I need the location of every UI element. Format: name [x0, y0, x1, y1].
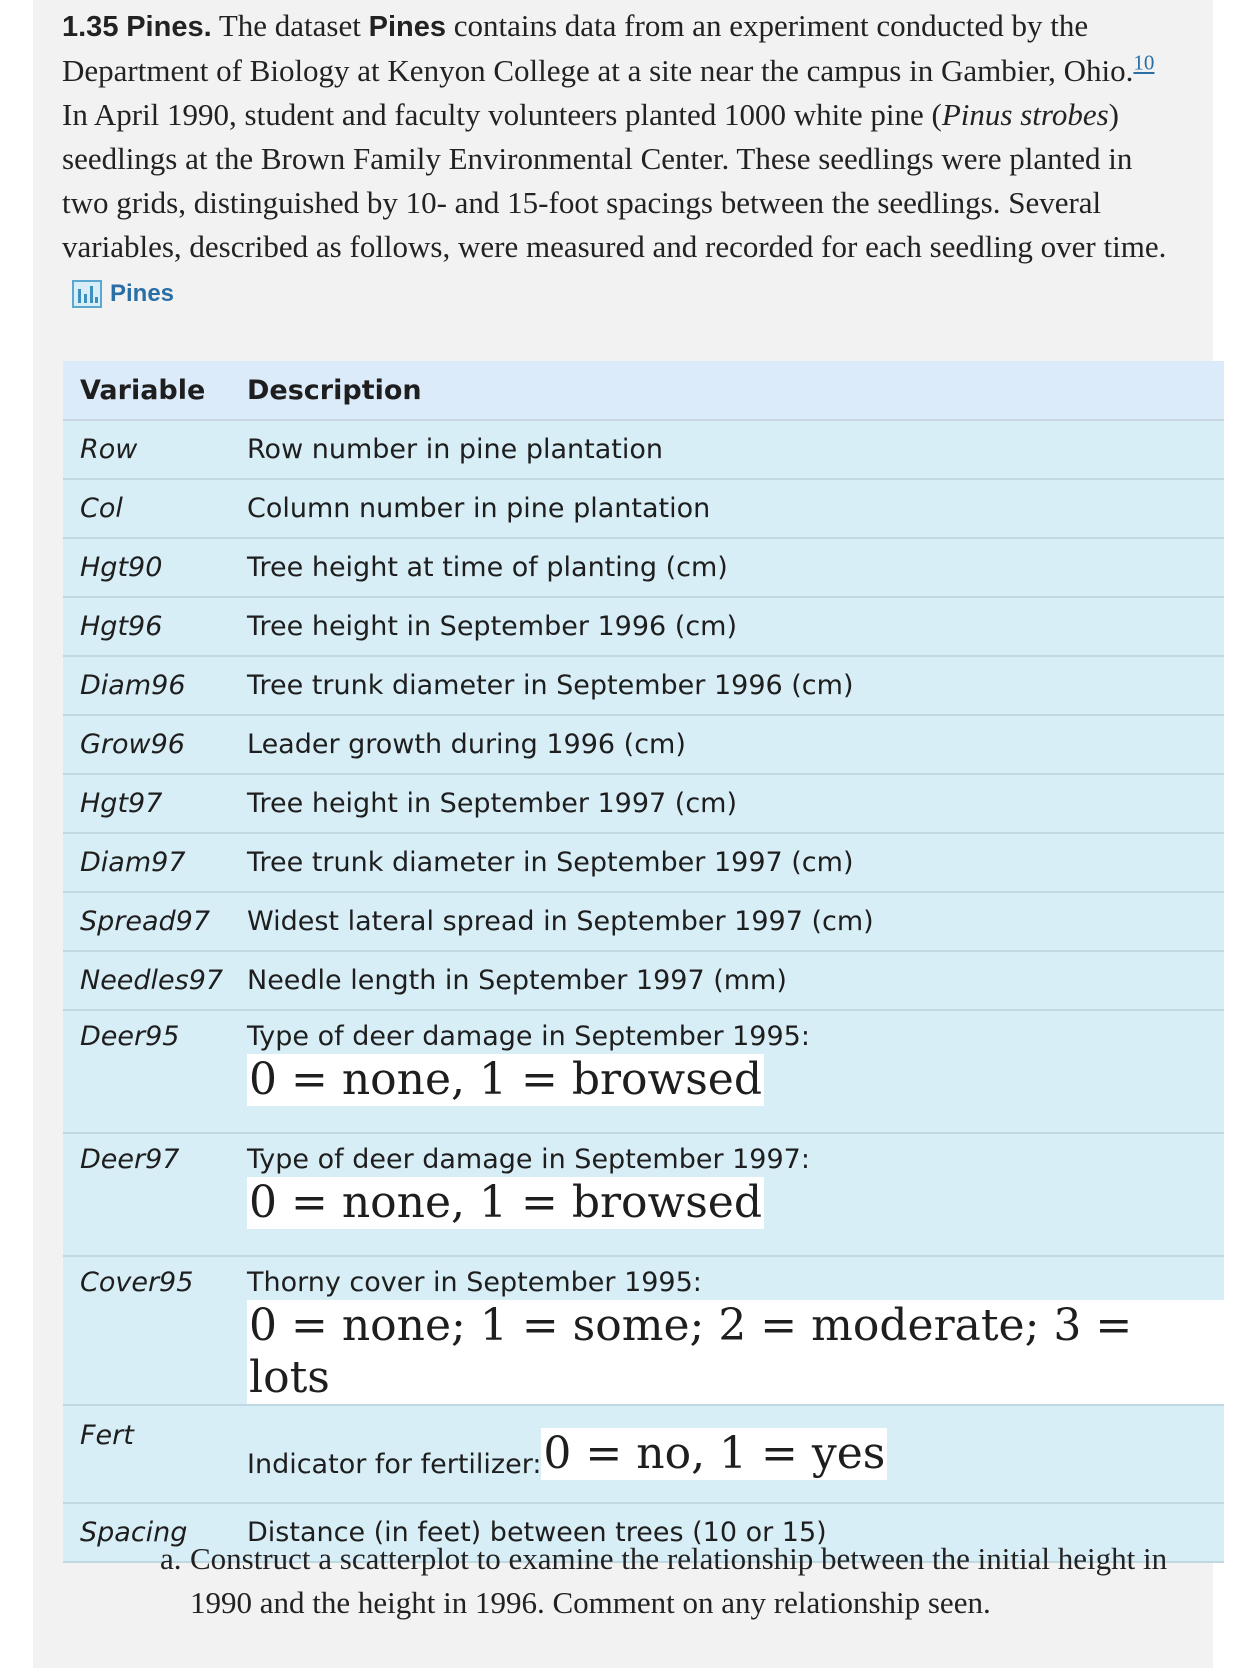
dataset-chart-icon — [72, 280, 102, 308]
variable-name: Fert — [63, 1405, 230, 1503]
variables-table — [63, 361, 1224, 1563]
question-text: Construct a scatterplot to examine the relationship between the initial height in 1990 and the height in 1996. Comment on any relationship seen. — [190, 1541, 1168, 1620]
description-text: Type of deer damage in September 1995: — [247, 1021, 810, 1052]
problem-title: Pines. — [126, 11, 212, 43]
variable-description: Tree height in September 1997 (cm) — [230, 774, 1224, 833]
table-header-row — [63, 361, 1224, 420]
variable-name: Hgt90 — [63, 538, 230, 597]
table-row — [63, 420, 1224, 479]
table-row — [63, 656, 1224, 715]
variable-description: Tree height at time of planting (cm) — [230, 538, 1224, 597]
variable-description: Tree trunk diameter in September 1996 (cm) — [230, 656, 1224, 715]
variable-description: Column number in pine plantation — [230, 479, 1224, 538]
variable-name: Spacing — [63, 1503, 230, 1562]
variable-name: Grow96 — [63, 715, 230, 774]
variable-name: Hgt97 — [63, 774, 230, 833]
variable-name: Deer97 — [63, 1133, 230, 1256]
variable-description: Tree height in September 1996 (cm) — [230, 597, 1224, 656]
variable-description — [230, 1133, 1224, 1256]
math-expression: 0 = none; 1 = some; 2 = moderate; 3 = lots — [247, 1300, 1224, 1404]
problem-text-c: In April 1990, student and faculty volunteers planted 1000 white pine ( — [62, 97, 942, 132]
problem-text-d: ) seedlings at the Brown Family Environmental Center. These seedlings were planted in two grids, distinguished by 10- and 15-foot spacings between the seedlings. Several variables, described as follows, were measured and recorded for each seedling over time. — [62, 97, 1167, 264]
variable-description: Row number in pine plantation — [230, 420, 1224, 479]
variable-description: Leader growth during 1996 (cm) — [230, 715, 1224, 774]
table-row — [63, 1256, 1224, 1405]
variable-name: Cover95 — [63, 1256, 230, 1405]
table-row — [63, 1405, 1224, 1503]
variable-name: Diam97 — [63, 833, 230, 892]
table-row — [63, 774, 1224, 833]
table-row — [63, 1133, 1224, 1256]
table-row — [63, 597, 1224, 656]
problem-text-a: The dataset — [218, 8, 361, 43]
math-expression: 0 = none, 1 = browsed — [249, 1177, 762, 1228]
table-row — [63, 892, 1224, 951]
dataset-link[interactable] — [72, 272, 174, 316]
dataset-link-label: Pines — [110, 279, 175, 307]
variable-description — [230, 1256, 1224, 1405]
header-variable: Variable — [63, 361, 230, 420]
description-text: Type of deer damage in September 1997: — [247, 1144, 810, 1175]
math-expression: 0 = none, 1 = browsed — [249, 1054, 762, 1105]
table-row — [63, 715, 1224, 774]
variable-name: Col — [63, 479, 230, 538]
question-a — [160, 1537, 1190, 1625]
description-text: Indicator for fertilizer: — [247, 1449, 542, 1480]
variable-description: Needle length in September 1997 (mm) — [230, 951, 1224, 1010]
variable-description: Widest lateral spread in September 1997 (cm) — [230, 892, 1224, 951]
variable-name: Needles97 — [63, 951, 230, 1010]
variable-description: Distance (in feet) between trees (10 or 15) — [230, 1503, 1224, 1562]
footnote-link[interactable]: 10 — [1133, 50, 1155, 75]
variable-description: Tree trunk diameter in September 1997 (cm) — [230, 833, 1224, 892]
header-description: Description — [230, 361, 1224, 420]
variable-name: Row — [63, 420, 230, 479]
problem-number: 1.35 — [62, 11, 119, 43]
variable-name: Diam96 — [63, 656, 230, 715]
dataset-name: Pines — [368, 11, 446, 43]
variable-name: Spread97 — [63, 892, 230, 951]
problem-text-b: contains data from an experiment conducted by the Department of Biology at Kenyon College at a site near the campus in Gambier, Ohio. — [62, 8, 1134, 88]
variable-description — [230, 1405, 1224, 1503]
question-label: a. — [160, 1541, 182, 1576]
table-row — [63, 479, 1224, 538]
table-row — [63, 833, 1224, 892]
problem-text — [62, 4, 1172, 316]
variable-name: Hgt96 — [63, 597, 230, 656]
table-row — [63, 1010, 1224, 1133]
variable-description — [230, 1010, 1224, 1133]
species-name: Pinus strobes — [941, 97, 1109, 132]
table-row — [63, 951, 1224, 1010]
variable-name: Deer95 — [63, 1010, 230, 1133]
table-row — [63, 538, 1224, 597]
math-expression: 0 = no, 1 = yes — [543, 1428, 886, 1479]
description-text: Thorny cover in September 1995: — [247, 1267, 702, 1298]
